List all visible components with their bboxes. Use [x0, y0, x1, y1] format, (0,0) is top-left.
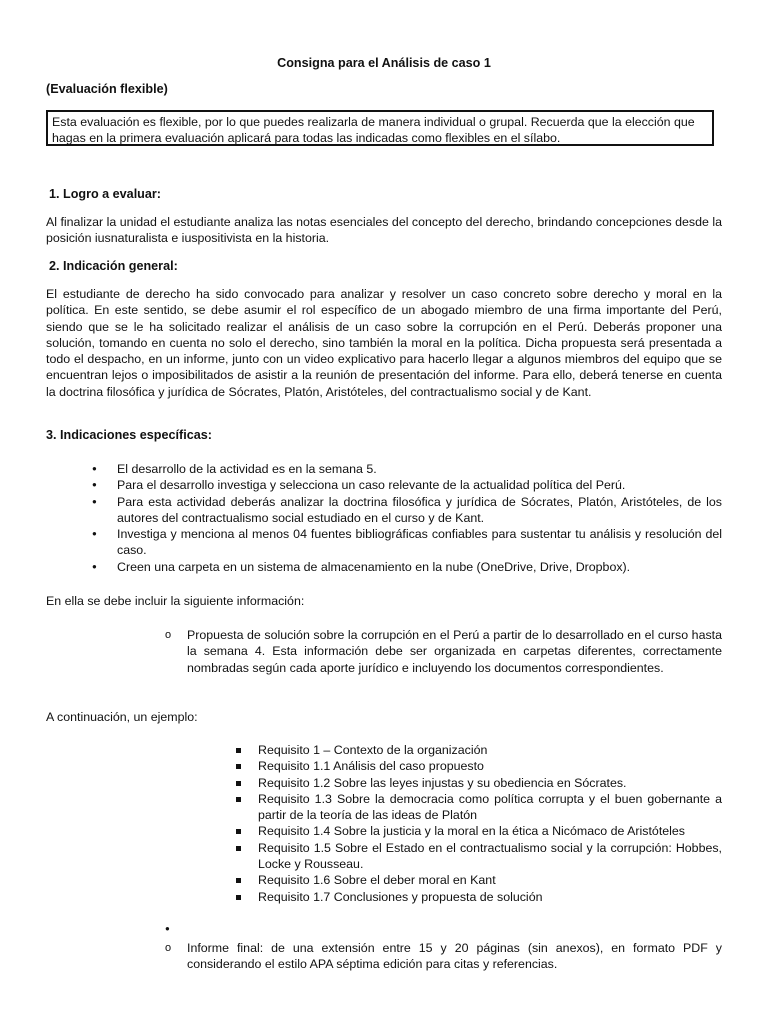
list-item: Requisito 1.3 Sobre la democracia como política corrupta y el buen gobernante a partir de la teoría de las ideas de Platón: [236, 791, 722, 824]
include-list: [165, 627, 722, 676]
section-3-heading: 3. Indicaciones específicas:: [46, 428, 212, 442]
list-item: Requisito 1 – Contexto de la organización: [236, 742, 722, 758]
final-report-list: [165, 940, 722, 973]
list-item: Requisito 1.6 Sobre el deber moral en Kant: [236, 872, 722, 888]
empty-bullet: ●: [165, 924, 170, 933]
specific-indications-list: [96, 461, 722, 575]
list-item: ● Creen una carpeta en un sistema de almacenamiento en la nube (OneDrive, Drive, Dropbox).: [96, 559, 722, 575]
section-2-text: El estudiante de derecho ha sido convocado para analizar y resolver un caso concreto sobre derecho y moral en la política. En este sentido, se debe asumir el rol específico de un abogado miembro de una firma importante del Perú, siendo que se le ha solicitado realizar el análisis de un caso sobre la corrupción en el Perú. Deberás proponer una solución, tomando en cuenta no solo el derecho, sino también la moral en la política. Dicha propuesta será presentada a todo el despacho, en un informe, junto con un video explicativo para hacerlo llegar a algunos miembros del equipo que se encuentran lejos o imposibilitados de asistir a la reunión de presentación del informe. Para ello, deberá tenerse en cuenta la doctrina filosófica y jurídica de Sócrates, Platón, Aristóteles, del contractualismo social y de Kant.: [46, 287, 722, 399]
example-intro-text: A continuación, un ejemplo:: [46, 710, 198, 724]
document-title: Consigna para el Análisis de caso 1: [277, 56, 491, 70]
document-subtitle: (Evaluación flexible): [46, 82, 168, 96]
section-1-text: Al finalizar la unidad el estudiante analiza las notas esenciales del concepto del derecho, brindando concepciones desde la posición iusnaturalista e iuspositivista en la historia.: [46, 215, 722, 246]
list-item: ● Investiga y menciona al menos 04 fuentes bibliográficas confiables para sustentar tu análisis y resolución del caso.: [96, 526, 722, 559]
section-1-heading: 1. Logro a evaluar:: [49, 187, 161, 201]
list-item: o Informe final: de una extensión entre 15 y 20 páginas (sin anexos), en formato PDF y considerando el estilo APA séptima edición para citas y referencias.: [165, 940, 722, 973]
list-item: o Propuesta de solución sobre la corrupción en el Perú a partir de lo desarrollado en el curso hasta la semana 4. Esta información debe ser organizada en carpetas diferentes, correctamente nombradas según cada aporte jurídico e incluyendo los documentos correspondientes.: [165, 627, 722, 676]
list-item: Requisito 1.4 Sobre la justicia y la moral en la ética a Nicómaco de Aristóteles: [236, 823, 722, 839]
list-item: Requisito 1.2 Sobre las leyes injustas y su obediencia en Sócrates.: [236, 775, 722, 791]
include-intro-text: En ella se debe incluir la siguiente información:: [46, 594, 305, 608]
list-item: Requisito 1.7 Conclusiones y propuesta de solución: [236, 889, 722, 905]
flexible-notice-box: Esta evaluación es flexible, por lo que puedes realizarla de manera individual o grupal. Recuerda que la elección que hagas en la primera evaluación aplicará para todas las indicadas como flexibles en el sílabo.: [46, 110, 714, 146]
list-item: ● Para esta actividad deberás analizar la doctrina filosófica y jurídica de Sócrates, Platón, Aristóteles, de los autores del contractualismo social estudiado en el curso y de Kant.: [96, 494, 722, 527]
list-item: ● El desarrollo de la actividad es en la semana 5.: [96, 461, 722, 477]
section-2-heading: 2. Indicación general:: [49, 259, 178, 273]
list-item: Requisito 1.5 Sobre el Estado en el contractualismo social y la corrupción: Hobbes, Locke y Rousseau.: [236, 840, 722, 873]
requisitos-list: [236, 742, 722, 905]
list-item: Requisito 1.1 Análisis del caso propuesto: [236, 758, 722, 774]
list-item: ● Para el desarrollo investiga y selecciona un caso relevante de la actualidad política del Perú.: [96, 477, 722, 493]
